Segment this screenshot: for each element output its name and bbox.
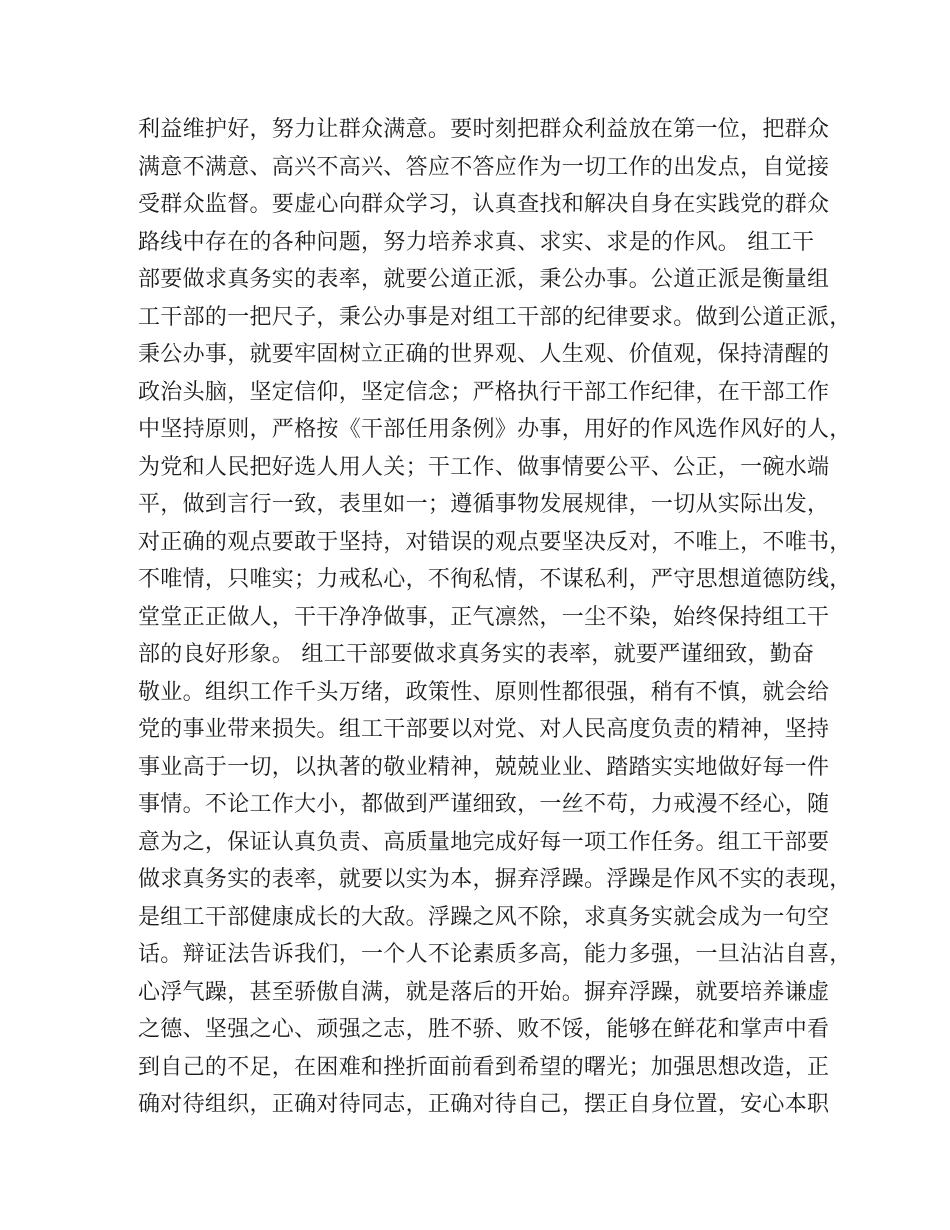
text-line: 为党和人民把好选人用人关；干工作、做事情要公平、公正，一碗水端 <box>138 454 830 480</box>
text-line: 之德、坚强之心、顽强之志，胜不骄、败不馁，能够在鲜花和掌声中看 <box>138 1017 830 1042</box>
text-line: 政治头脑，坚定信仰，坚定信念；严格执行干部工作纪律，在干部工作 <box>138 379 830 405</box>
text-line: 工干部的一把尺子，秉公办事是对组工干部的纪律要求。做到公道正派， <box>138 304 852 330</box>
text-line: 部的良好形象。 组工干部要做求真务实的表率，就要严谨细致，勤奋 <box>138 642 815 667</box>
text-line: 话。辩证法告诉我们，一个人不论素质多高，能力多强，一旦沾沾自喜， <box>138 942 852 967</box>
text-line: 心浮气躁，甚至骄傲自满，就是落后的开始。摒弃浮躁，就要培养谦虚 <box>138 979 830 1005</box>
text-line: 路线中存在的各种问题，努力培养求真、求实、求是的作风。 组工干 <box>138 229 815 255</box>
body-text <box>138 111 852 1124</box>
text-line: 中坚持原则，严格按《干部任用条例》办事，用好的作风选作风好的人， <box>138 417 852 442</box>
text-line: 不唯情，只唯实；力戒私心，不徇私情，不谋私利，严守思想道德防线， <box>138 567 852 592</box>
text-line: 对正确的观点要敢于坚持，对错误的观点要坚决反对，不唯上，不唯书， <box>138 529 852 555</box>
text-line: 事情。不论工作大小，都做到严谨细致，一丝不苟，力戒漫不经心，随 <box>138 792 830 817</box>
text-line: 意为之，保证认真负责、高质量地完成好每一项工作任务。组工干部要 <box>138 829 830 855</box>
text-line: 到自己的不足，在困难和挫折面前看到希望的曙光；加强思想改造，正 <box>138 1054 830 1080</box>
text-line: 事业高于一切，以执著的敬业精神，兢兢业业、踏踏实实地做好每一件 <box>138 754 830 780</box>
text-line: 利益维护好，努力让群众满意。要时刻把群众利益放在第一位，把群众 <box>138 117 830 142</box>
text-line: 是组工干部健康成长的大敌。浮躁之风不除，求真务实就会成为一句空 <box>138 904 830 930</box>
text-line: 部要做求真务实的表率，就要公道正派，秉公办事。公道正派是衡量组 <box>138 267 830 292</box>
text-line: 确对待组织，正确对待同志，正确对待自己，摆正自身位置，安心本职 <box>138 1092 830 1117</box>
text-line: 秉公办事，就要牢固树立正确的世界观、人生观、价值观，保持清醒的 <box>138 342 830 367</box>
text-line: 敬业。组织工作千头万绪，政策性、原则性都很强，稍有不慎，就会给 <box>138 679 830 705</box>
text-line: 受群众监督。要虚心向群众学习，认真查找和解决自身在实践党的群众 <box>138 192 830 217</box>
text-line: 堂堂正正做人，干干净净做事，正气凛然，一尘不染，始终保持组工干 <box>138 604 830 630</box>
text-line: 满意不满意、高兴不高兴、答应不答应作为一切工作的出发点，自觉接 <box>138 154 830 180</box>
text-line: 平，做到言行一致，表里如一；遵循事物发展规律，一切从实际出发， <box>138 492 830 517</box>
text-line: 做求真务实的表率，就要以实为本，摒弃浮躁。浮躁是作风不实的表现， <box>138 867 852 892</box>
text-line: 党的事业带来损失。组工干部要以对党、对人民高度负责的精神，坚持 <box>138 717 830 742</box>
